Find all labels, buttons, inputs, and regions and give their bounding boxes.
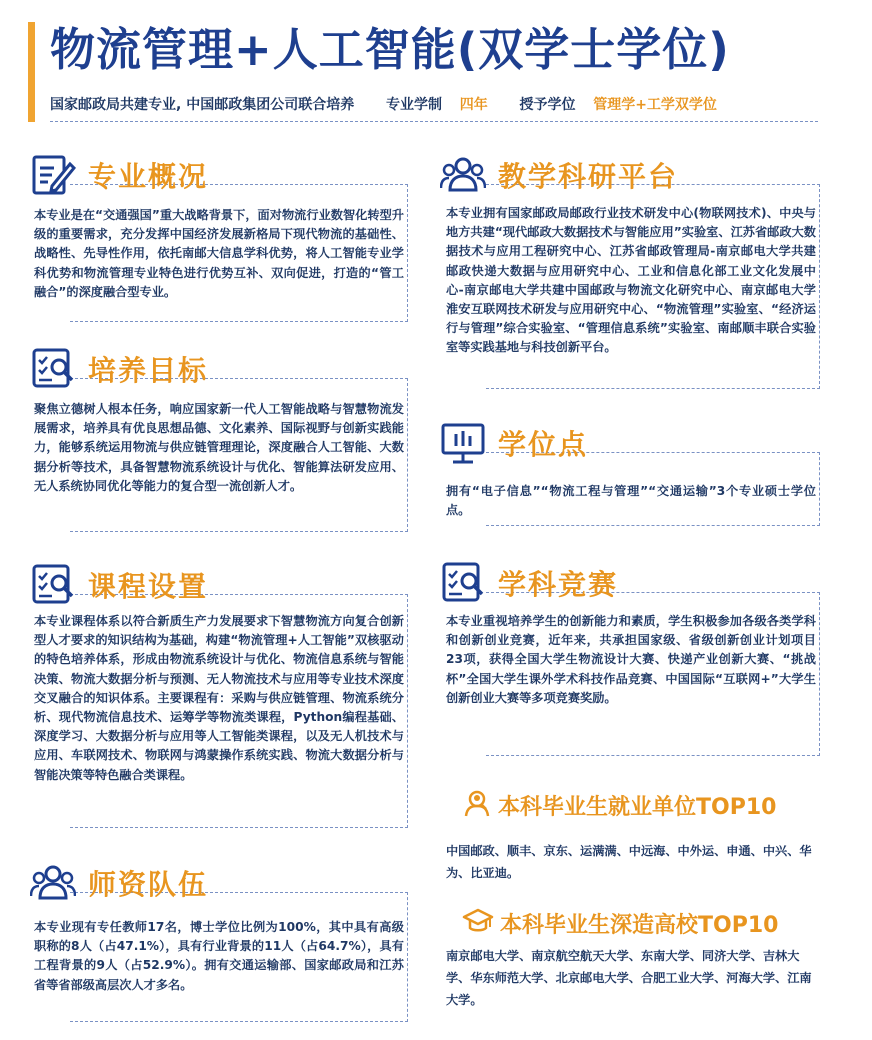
section-title: 培养目标	[88, 354, 209, 387]
graduation-cap-icon	[462, 906, 494, 940]
people-group-icon	[440, 152, 486, 198]
section-body: 本专业课程体系以符合新质生产力发展要求下智慧物流方向复合创新型人才要求的知识结构为基础，构建“物流管理+人工智能”双核驱动的特色培养体系，形成由物流系统设计与优化、物流信息系统与智能决策、物流大数据分析与预测、无人物流技术与应用等专业技术深度交叉融合的知识体系。主要课程有：采购与供应链管理、物流系统分析、现代物流信息技术、运筹学等物流类课程，Python编程基础、深度学习、大数据分析与应用等人工智能类课程，以及无人机技术与应用、车联网技术、物联网与鸿蒙操作系统实践、物流大数据分析与智能决策等特色融合类课程。	[34, 614, 404, 782]
page-title: 物流管理+人工智能(双学士学位)	[50, 23, 730, 76]
duration-value: 四年	[459, 97, 488, 113]
checklist-search-icon	[30, 346, 76, 392]
section-title: 教学科研平台	[498, 160, 679, 193]
section-title: 学位点	[498, 428, 589, 461]
degree-value: 管理学+工学双学位	[593, 97, 717, 113]
section-header	[440, 418, 588, 468]
person-search-icon	[462, 788, 492, 822]
subtitle-text: 国家邮政局共建专业, 中国邮政集团公司联合培养	[50, 97, 355, 113]
title-accent-bar	[28, 22, 35, 122]
section-title: 师资队伍	[88, 868, 209, 901]
section-header	[440, 558, 618, 608]
section-competition	[440, 558, 822, 758]
section-degree-points	[440, 418, 822, 528]
section-body: 本专业现有专任教师17名，博士学位比例为100%，其中具有高级职称的8人（占47.1%），具有行业背景的11人（占64.7%），具有工程背景的9人（占52.9%）。拥有交通运输部、国家邮政局和江苏省等省部级高层次人才多名。	[34, 920, 404, 992]
checklist-search-icon	[30, 562, 76, 608]
graduate-schools-header	[462, 906, 778, 940]
presentation-board-icon	[440, 420, 486, 466]
employers-body: 中国邮政、顺丰、京东、运满满、中远海、中外运、申通、中兴、华为、比亚迪。	[446, 844, 812, 880]
section-body: 拥有“电子信息”“物流工程与管理”“交通运输”3个专业硕士学位点。	[446, 484, 816, 518]
section-header	[30, 858, 208, 908]
header-subline	[50, 94, 818, 122]
section-platform	[440, 150, 822, 390]
duration-label: 专业学制	[385, 97, 442, 113]
graduate-schools-title: 本科毕业生深造高校TOP10	[500, 912, 779, 938]
employers-header	[462, 788, 776, 822]
section-courses	[30, 560, 410, 830]
section-title: 专业概况	[88, 160, 209, 193]
section-body: 本专业拥有国家邮政局邮政行业技术研发中心(物联网技术)、中央与地方共建“现代邮政大数据技术与智能应用”实验室、江苏省邮政大数据技术与应用工程研究中心、江苏省邮政管理局-南京邮电大学共建邮政快递大数据与应用研究中心、工业和信息化部工业文化发展中心-南京邮电大学共建中国邮政与物流文化研究中心、南京邮电大学淮安互联网技术研发与应用研究中心、“物流管理”实验室、“经济运行与管理”综合实验室、“管理信息系统”实验室、南邮顺丰联合实验室等实践基地与科技创新平台。	[446, 206, 816, 355]
section-header	[30, 560, 208, 610]
checklist-search-icon	[440, 560, 486, 606]
section-header	[30, 150, 208, 200]
employers-title: 本科毕业生就业单位TOP10	[498, 794, 777, 820]
section-body: 聚焦立德树人根本任务，响应国家新一代人工智能战略与智慧物流发展需求，培养具有优良思想品德、文化素养、国际视野与创新实践能力，能够系统运用物流与供应链管理理论，深度融合人工智能、大数据分析等技术，具备智慧物流系统设计与优化、智能算法研发应用、无人系统协同优化等能力的复合型一流创新人才。	[34, 402, 404, 493]
section-faculty	[30, 858, 410, 1023]
section-overview	[30, 150, 410, 325]
degree-label: 授予学位	[519, 97, 576, 113]
section-body: 本专业是在“交通强国”重大战略背景下，面对物流行业数智化转型升级的重要需求，充分发挥中国经济发展新格局下现代物流的基础性、战略性、先导性作用，依托南邮大信息学科优势，将人工智能专业学科优势和物流管理专业特色进行优势互补、双向促进，打造的“管工融合”的深度融合型专业。	[34, 208, 404, 299]
section-header	[440, 150, 678, 200]
graduate-schools-body: 南京邮电大学、南京航空航天大学、东南大学、同济大学、吉林大学、华东师范大学、北京邮电大学、合肥工业大学、河海大学、江南大学。	[446, 949, 812, 1007]
people-group-icon	[30, 860, 76, 906]
section-title: 学科竞赛	[498, 568, 619, 601]
section-goals	[30, 344, 410, 534]
document-edit-icon	[30, 152, 76, 198]
section-header	[30, 344, 208, 394]
section-body: 本专业重视培养学生的创新能力和素质，学生积极参加各级各类学科和创新创业竞赛，近年来，共承担国家级、省级创新创业计划项目23项，获得全国大学生物流设计大赛、快递产业创新大赛、“挑战杯”全国大学生课外学术科技作品竞赛、中国国际“互联网+”大学生创新创业大赛等多项竞赛奖励。	[446, 614, 816, 705]
section-title: 课程设置	[88, 570, 209, 603]
